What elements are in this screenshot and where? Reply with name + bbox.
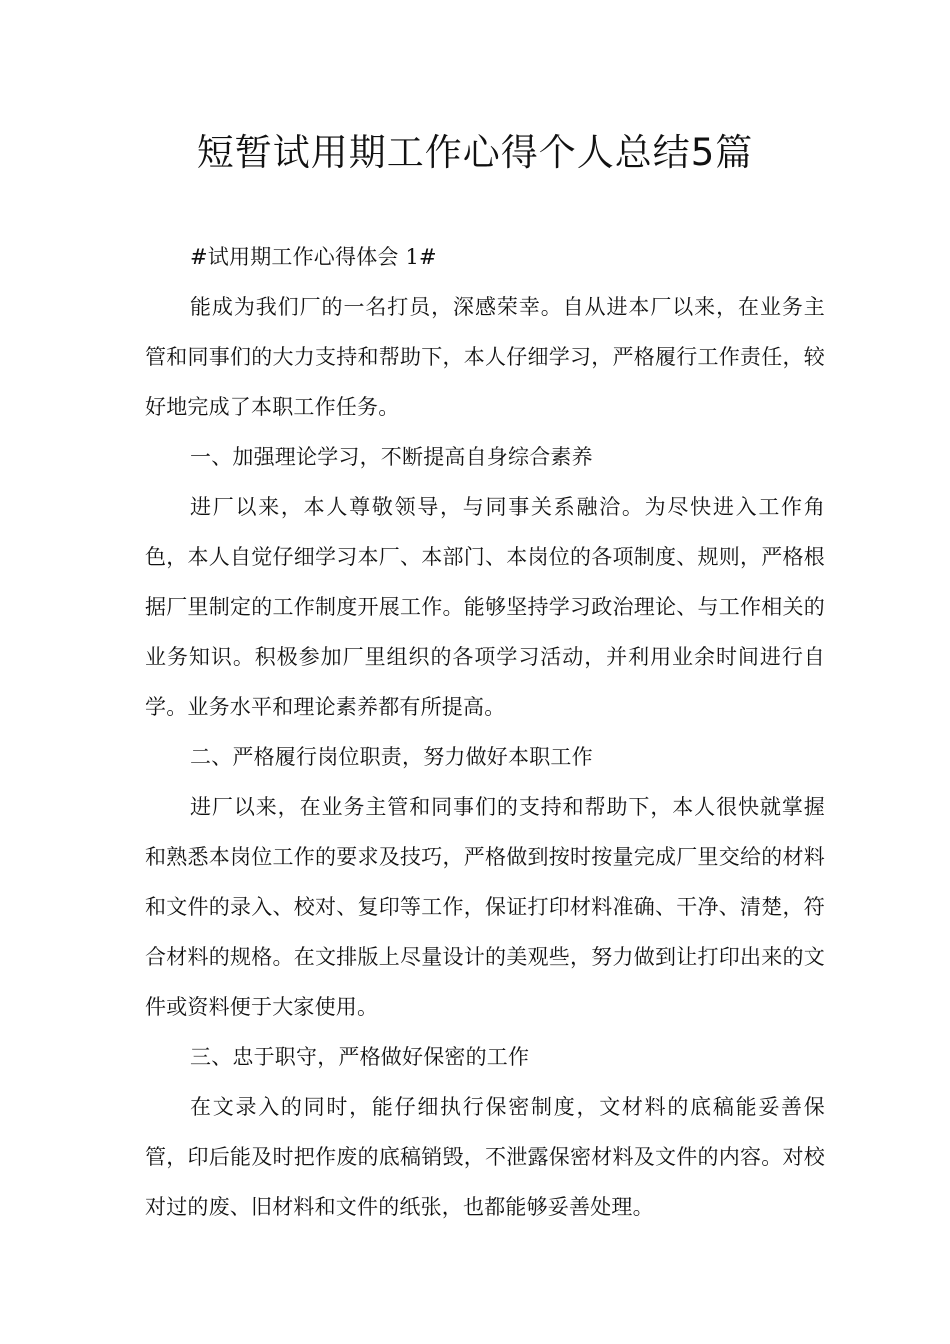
document-body [145,232,825,1232]
paragraph-section-1: 进厂以来，本人尊敬领导，与同事关系融洽。为尽快进入工作角色，本人自觉仔细学习本厂、本部门、本岗位的各项制度、规则，严格根据厂里制定的工作制度开展工作。能够坚持学习政治理论、与工作相关的业务知识。积极参加厂里组织的各项学习活动，并利用业余时间进行自学。业务水平和理论素养都有所提高。 [145,495,825,719]
section-marker: #试用期工作心得体会 1# [190,245,437,269]
paragraph-section-2: 进厂以来，在业务主管和同事们的支持和帮助下，本人很快就掌握和熟悉本岗位工作的要求及技巧，严格做到按时按量完成厂里交给的材料和文件的录入、校对、复印等工作，保证打印材料准确、干净、清楚，符合材料的规格。在文排版上尽量设计的美观些，努力做到让打印出来的文件或资料便于大家使用。 [145,795,825,1019]
paragraph-section-3: 在文录入的同时，能仔细执行保密制度，文材料的底稿能妥善保管，印后能及时把作废的底稿销毁，不泄露保密材料及文件的内容。对校对过的废、旧材料和文件的纸张，也都能够妥善处理。 [145,1095,825,1219]
section-heading-3: 三、忠于职守，严格做好保密的工作 [190,1045,530,1069]
section-heading-1: 一、加强理论学习，不断提高自身综合素养 [190,445,593,469]
section-heading-2: 二、严格履行岗位职责，努力做好本职工作 [190,745,593,769]
document-title: 短暂试用期工作心得个人总结5篇 [196,131,754,174]
paragraph-intro: 能成为我们厂的一名打员，深感荣幸。自从进本厂以来，在业务主管和同事们的大力支持和帮助下，本人仔细学习，严格履行工作责任，较好地完成了本职工作任务。 [145,295,825,419]
